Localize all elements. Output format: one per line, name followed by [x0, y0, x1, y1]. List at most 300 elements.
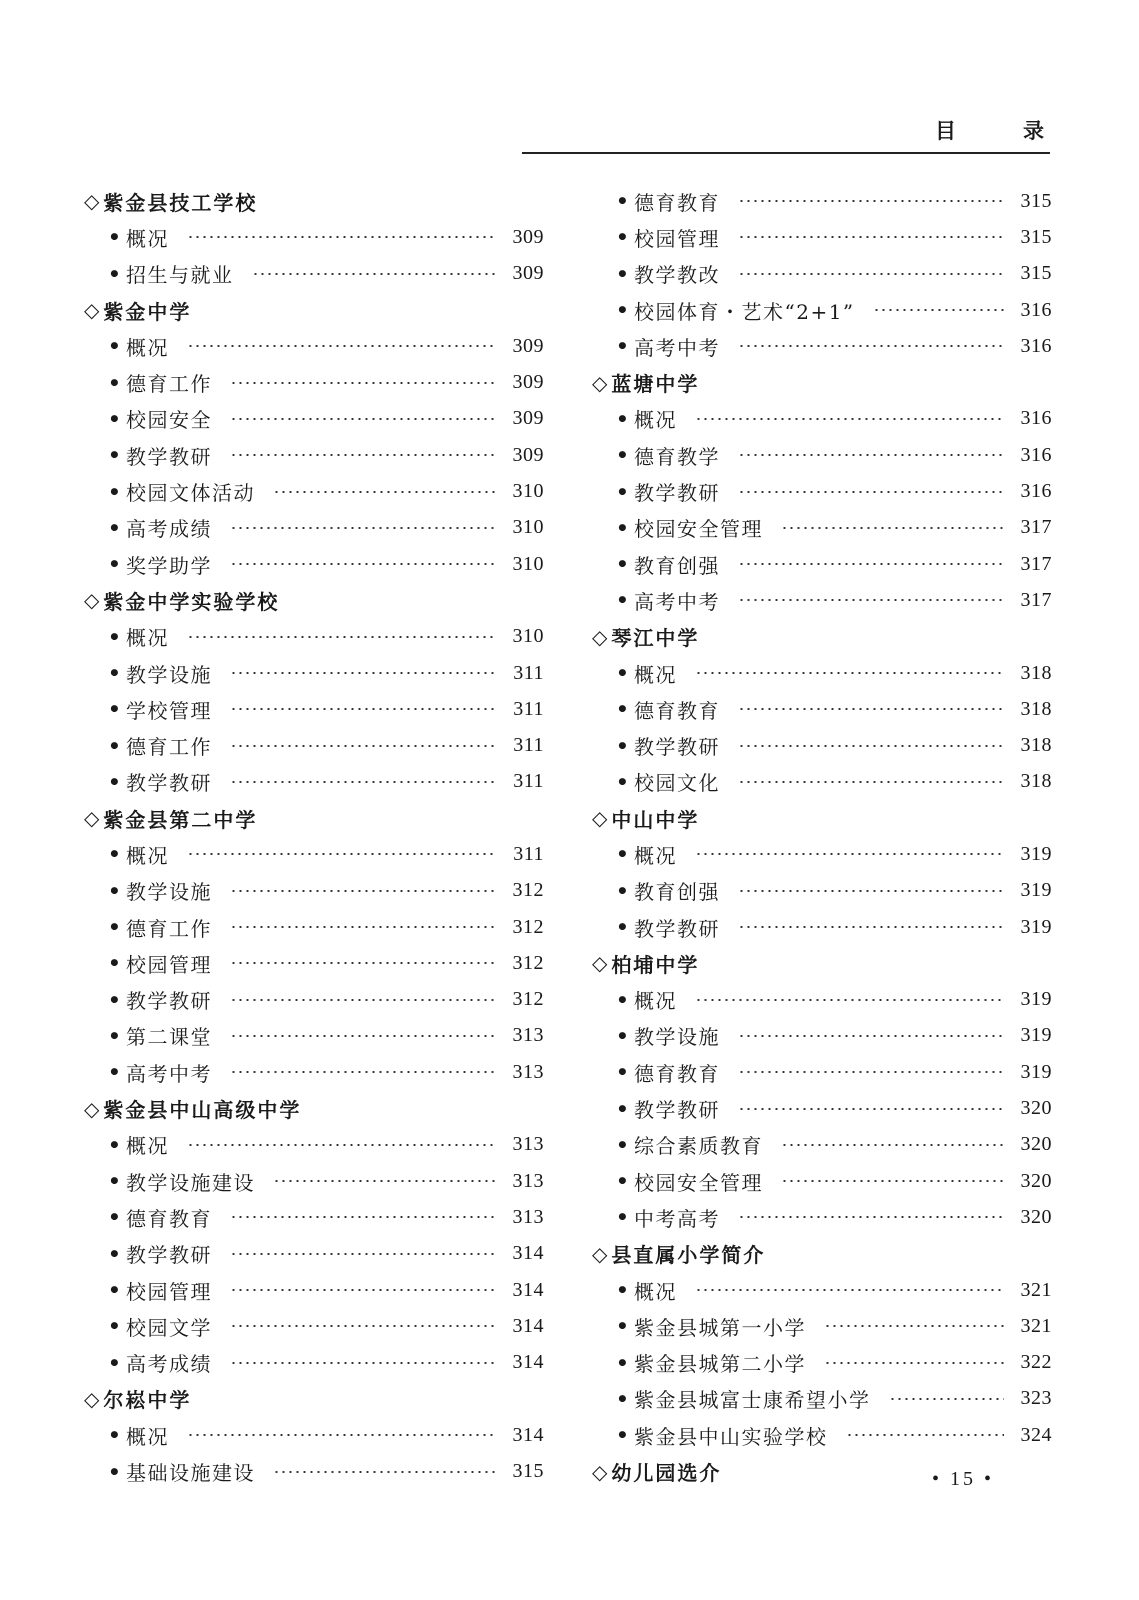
toc-entry[interactable] — [84, 764, 544, 800]
section-title: 蓝塘中学 — [611, 372, 700, 397]
toc-entry[interactable] — [84, 401, 544, 437]
diamond-icon: ◇ — [592, 1459, 610, 1484]
dot-leader — [187, 236, 496, 238]
dot-leader — [252, 273, 497, 275]
entry-page-number: 318 — [1020, 697, 1052, 720]
header-rule — [522, 152, 1050, 154]
toc-entry[interactable] — [84, 945, 544, 981]
entry-page-number: 309 — [512, 262, 544, 285]
toc-entry[interactable] — [84, 691, 544, 727]
toc-entry[interactable] — [592, 1417, 1052, 1453]
toc-entry[interactable] — [84, 1127, 544, 1163]
toc-entry[interactable] — [592, 1127, 1052, 1163]
toc-entry[interactable] — [84, 836, 544, 872]
dot-leader — [230, 1362, 496, 1364]
entry-page-number: 315 — [1020, 225, 1052, 248]
toc-entry[interactable] — [592, 1090, 1052, 1126]
entry-page-number: 309 — [512, 443, 544, 466]
entry-page-number: 311 — [513, 770, 544, 793]
dot-leader — [889, 1398, 1005, 1400]
entry-label: 概况 — [126, 843, 169, 868]
dot-leader — [738, 273, 1004, 275]
toc-entry[interactable] — [84, 1272, 544, 1308]
bullet-icon: • — [616, 189, 631, 214]
dot-leader — [230, 1289, 496, 1291]
dot-leader — [738, 491, 1004, 493]
toc-entry[interactable] — [592, 1272, 1052, 1308]
toc-entry[interactable] — [84, 1417, 544, 1453]
dot-leader — [738, 1035, 1004, 1037]
toc-entry[interactable] — [84, 510, 544, 546]
toc-entry[interactable] — [592, 1199, 1052, 1235]
entry-label: 德育工作 — [126, 735, 212, 760]
entry-page-number: 313 — [512, 1169, 544, 1192]
bullet-icon: • — [616, 225, 631, 250]
toc-entry[interactable] — [84, 1054, 544, 1090]
entry-page-number: 316 — [1020, 334, 1052, 357]
toc-entry[interactable] — [592, 256, 1052, 292]
entry-page-number: 318 — [1020, 661, 1052, 684]
entry-label: 校园安全管理 — [634, 517, 763, 542]
bullet-icon: • — [108, 443, 123, 468]
entry-label: 教学教研 — [126, 771, 212, 796]
entry-page-number: 313 — [512, 1133, 544, 1156]
bullet-icon: • — [108, 370, 123, 395]
dot-leader — [230, 999, 496, 1001]
entry-page-number: 320 — [1020, 1205, 1052, 1228]
toc-left-column — [84, 183, 544, 1490]
bullet-icon: • — [108, 697, 123, 722]
section-title: 柏埔中学 — [611, 952, 700, 977]
entry-page-number: 319 — [1020, 915, 1052, 938]
dot-leader — [230, 962, 496, 964]
toc-entry[interactable] — [592, 727, 1052, 763]
dot-leader — [781, 527, 1004, 529]
bullet-icon: • — [616, 479, 631, 504]
toc-entry[interactable] — [592, 1163, 1052, 1199]
bullet-icon: • — [108, 406, 123, 431]
bullet-icon: • — [616, 406, 631, 431]
entry-label: 中考高考 — [634, 1206, 720, 1231]
entry-page-number: 314 — [512, 1278, 544, 1301]
dot-leader — [873, 309, 1004, 311]
page-title — [935, 115, 1045, 145]
bullet-icon: • — [616, 588, 631, 613]
diamond-icon: ◇ — [84, 298, 102, 323]
toc-entry[interactable] — [84, 727, 544, 763]
entry-label: 紫金县中山实验学校 — [634, 1424, 828, 1449]
bullet-icon: • — [108, 951, 123, 976]
dot-leader — [273, 1180, 496, 1182]
entry-page-number: 322 — [1020, 1351, 1052, 1374]
dot-leader — [273, 1471, 496, 1473]
bullet-icon: • — [616, 1096, 631, 1121]
entry-label: 概况 — [634, 408, 677, 433]
entry-label: 教学设施建设 — [126, 1170, 255, 1195]
bullet-icon: • — [616, 915, 631, 940]
toc-entry[interactable] — [592, 655, 1052, 691]
diamond-icon: ◇ — [84, 1386, 102, 1411]
entry-page-number: 313 — [512, 1060, 544, 1083]
entry-page-number: 311 — [513, 842, 544, 865]
bullet-icon: • — [108, 769, 123, 794]
toc-entry[interactable] — [592, 691, 1052, 727]
entry-page-number: 312 — [512, 879, 544, 902]
entry-page-number: 313 — [512, 1024, 544, 1047]
section-title: 中山中学 — [611, 807, 700, 832]
toc-entry[interactable] — [84, 1163, 544, 1199]
dot-leader — [230, 1071, 496, 1073]
dot-leader — [230, 745, 496, 747]
bullet-icon: • — [616, 842, 631, 867]
toc-entry[interactable] — [592, 764, 1052, 800]
toc-entry[interactable] — [592, 401, 1052, 437]
dot-leader — [738, 926, 1004, 928]
entry-label: 教学设施 — [126, 880, 212, 905]
bullet-icon: • — [108, 1314, 123, 1339]
toc-section-heading — [592, 619, 1052, 655]
dot-leader — [738, 454, 1004, 456]
bullet-icon: • — [108, 733, 123, 758]
entry-label: 教学教改 — [634, 263, 720, 288]
dot-leader — [230, 1325, 496, 1327]
toc-entry[interactable] — [84, 1345, 544, 1381]
entry-label: 校园安全管理 — [634, 1170, 763, 1195]
dot-leader — [187, 853, 496, 855]
entry-label: 教学教研 — [126, 1243, 212, 1268]
dot-leader — [738, 781, 1004, 783]
entry-page-number: 318 — [1020, 770, 1052, 793]
toc-entry[interactable] — [592, 437, 1052, 473]
bullet-icon: • — [616, 1278, 631, 1303]
section-title: 紫金县第二中学 — [103, 807, 258, 832]
entry-label: 教学设施 — [634, 1025, 720, 1050]
entry-page-number: 309 — [512, 225, 544, 248]
bullet-icon: • — [108, 661, 123, 685]
toc-entry[interactable] — [592, 1381, 1052, 1417]
bullet-icon: • — [108, 552, 123, 577]
entry-page-number: 311 — [513, 661, 544, 684]
entry-label: 概况 — [126, 626, 169, 651]
toc-entry[interactable] — [84, 364, 544, 400]
entry-label: 高考成绩 — [126, 517, 212, 542]
page-number: • 15 • — [932, 1468, 995, 1490]
entry-label: 高考中考 — [634, 589, 720, 614]
entry-label: 校园文学 — [126, 1315, 212, 1340]
dot-leader — [738, 708, 1004, 710]
entry-page-number: 312 — [512, 915, 544, 938]
bullet-icon: • — [108, 1169, 123, 1194]
bullet-icon: • — [616, 661, 631, 685]
diamond-icon: ◇ — [592, 806, 610, 831]
toc-section-heading — [84, 183, 544, 219]
dot-leader — [738, 745, 1004, 747]
entry-page-number: 310 — [512, 625, 544, 648]
toc-entry[interactable] — [84, 873, 544, 909]
entry-label: 概况 — [634, 989, 677, 1014]
entry-label: 校园管理 — [126, 952, 212, 977]
toc-entry[interactable] — [84, 982, 544, 1018]
entry-label: 教学教研 — [126, 989, 212, 1014]
dot-leader — [230, 1035, 496, 1037]
toc-entry[interactable] — [592, 219, 1052, 255]
bullet-icon: • — [108, 225, 123, 250]
dot-leader — [230, 1216, 496, 1218]
page-title-left: 目 — [935, 119, 957, 143]
bullet-icon: • — [108, 261, 123, 286]
entry-page-number: 314 — [512, 1351, 544, 1374]
toc-entry[interactable] — [84, 1236, 544, 1272]
entry-page-number: 310 — [512, 516, 544, 539]
toc-entry[interactable] — [84, 655, 544, 691]
dot-leader — [781, 1180, 1004, 1182]
toc-section-heading — [84, 292, 544, 328]
toc-entry[interactable] — [592, 1308, 1052, 1344]
entry-page-number: 321 — [1020, 1314, 1052, 1337]
entry-label: 教学教研 — [634, 481, 720, 506]
bullet-icon: • — [616, 1386, 631, 1411]
entry-label: 教学教研 — [126, 444, 212, 469]
entry-page-number: 316 — [1020, 407, 1052, 430]
dot-leader — [187, 636, 496, 638]
entry-label: 德育教育 — [634, 698, 720, 723]
bullet-icon: • — [616, 1132, 631, 1157]
entry-page-number: 317 — [1020, 588, 1052, 611]
toc-entry[interactable] — [592, 1018, 1052, 1054]
bullet-icon: • — [616, 334, 631, 359]
entry-page-number: 314 — [512, 1423, 544, 1446]
entry-page-number: 309 — [512, 407, 544, 430]
section-title: 紫金中学实验学校 — [103, 589, 280, 614]
bullet-icon: • — [108, 624, 123, 649]
toc-entry[interactable] — [592, 1054, 1052, 1090]
entry-label: 紫金县城第一小学 — [634, 1315, 806, 1340]
toc-entry[interactable] — [84, 473, 544, 509]
entry-page-number: 319 — [1020, 879, 1052, 902]
entry-label: 校园管理 — [126, 1279, 212, 1304]
entry-page-number: 317 — [1020, 516, 1052, 539]
section-title: 紫金县技工学校 — [103, 190, 258, 215]
toc-entry[interactable] — [84, 909, 544, 945]
entry-label: 第二课堂 — [126, 1025, 212, 1050]
toc-entry[interactable] — [592, 1345, 1052, 1381]
toc-entry[interactable] — [592, 183, 1052, 219]
dot-leader — [230, 527, 496, 529]
entry-label: 德育教育 — [634, 190, 720, 215]
entry-label: 校园文体活动 — [126, 481, 255, 506]
dot-leader — [824, 1325, 1004, 1327]
entry-page-number: 310 — [512, 480, 544, 503]
entry-label: 高考中考 — [634, 335, 720, 360]
toc-entry[interactable] — [592, 292, 1052, 328]
entry-label: 概况 — [634, 843, 677, 868]
bullet-icon: • — [108, 1278, 123, 1303]
bullet-icon: • — [108, 915, 123, 940]
bullet-icon: • — [108, 987, 123, 1012]
bullet-icon: • — [108, 334, 123, 359]
dot-leader — [230, 890, 496, 892]
entry-label: 教学教研 — [634, 916, 720, 941]
toc-entry[interactable] — [84, 1453, 544, 1489]
bullet-icon: • — [108, 515, 123, 540]
entry-page-number: 319 — [1020, 842, 1052, 865]
bullet-icon: • — [616, 878, 631, 903]
entry-label: 基础设施建设 — [126, 1461, 255, 1486]
section-title: 幼儿园选介 — [611, 1461, 722, 1486]
dot-leader — [695, 1289, 1004, 1291]
toc-entry[interactable] — [592, 873, 1052, 909]
bullet-icon: • — [108, 1060, 123, 1085]
dot-leader — [695, 853, 1004, 855]
page-title-right: 录 — [1023, 119, 1045, 143]
entry-page-number: 316 — [1020, 298, 1052, 321]
entry-label: 概况 — [126, 1424, 169, 1449]
bullet-icon: • — [108, 842, 123, 867]
toc-entry[interactable] — [592, 328, 1052, 364]
entry-label: 紫金县城第二小学 — [634, 1352, 806, 1377]
diamond-icon: ◇ — [592, 951, 610, 976]
dot-leader — [230, 1253, 496, 1255]
toc-section-heading — [84, 800, 544, 836]
dot-leader — [738, 236, 1004, 238]
bullet-icon: • — [108, 878, 123, 903]
dot-leader — [824, 1362, 1004, 1364]
entry-page-number: 312 — [512, 951, 544, 974]
toc-entry[interactable] — [84, 546, 544, 582]
toc-entry[interactable] — [592, 836, 1052, 872]
entry-label: 高考中考 — [126, 1061, 212, 1086]
entry-label: 校园安全 — [126, 408, 212, 433]
bullet-icon: • — [616, 443, 631, 468]
bullet-icon: • — [616, 1060, 631, 1085]
entry-page-number: 314 — [512, 1242, 544, 1265]
entry-label: 德育工作 — [126, 916, 212, 941]
bullet-icon: • — [616, 1023, 631, 1048]
entry-label: 紫金县城富士康希望小学 — [634, 1388, 871, 1413]
entry-page-number: 313 — [512, 1205, 544, 1228]
dot-leader — [695, 672, 1004, 674]
bullet-icon: • — [108, 1205, 123, 1230]
toc-entry[interactable] — [84, 437, 544, 473]
entry-label: 德育教学 — [634, 444, 720, 469]
toc-entry[interactable] — [592, 909, 1052, 945]
entry-page-number: 319 — [1020, 1024, 1052, 1047]
dot-leader — [230, 781, 496, 783]
section-title: 尔崧中学 — [103, 1388, 192, 1413]
entry-label: 高考成绩 — [126, 1352, 212, 1377]
entry-page-number: 316 — [1020, 480, 1052, 503]
entry-label: 概况 — [126, 1134, 169, 1159]
dot-leader — [187, 1144, 496, 1146]
entry-label: 概况 — [126, 226, 169, 251]
dot-leader — [230, 382, 496, 384]
dot-leader — [695, 418, 1004, 420]
entry-label: 招生与就业 — [126, 263, 234, 288]
entry-page-number: 320 — [1020, 1133, 1052, 1156]
dot-leader — [738, 1216, 1004, 1218]
entry-label: 概况 — [126, 335, 169, 360]
entry-page-number: 312 — [512, 988, 544, 1011]
entry-page-number: 319 — [1020, 1060, 1052, 1083]
toc-entry[interactable] — [84, 1308, 544, 1344]
toc-entry[interactable] — [592, 582, 1052, 618]
dot-leader — [230, 418, 496, 420]
toc-section-heading — [592, 800, 1052, 836]
diamond-icon: ◇ — [592, 1241, 610, 1266]
section-title: 紫金中学 — [103, 299, 192, 324]
toc-entry[interactable] — [592, 982, 1052, 1018]
entry-label: 教育创强 — [634, 553, 720, 578]
entry-page-number: 315 — [1020, 262, 1052, 285]
bullet-icon: • — [616, 697, 631, 722]
section-title: 县直属小学简介 — [611, 1243, 766, 1268]
entry-page-number: 311 — [513, 734, 544, 757]
entry-page-number: 320 — [1020, 1169, 1052, 1192]
toc-entry[interactable] — [84, 1199, 544, 1235]
dot-leader — [230, 672, 496, 674]
entry-label: 教学设施 — [126, 662, 212, 687]
dot-leader — [846, 1434, 1005, 1436]
dot-leader — [695, 999, 1004, 1001]
bullet-icon: • — [108, 1241, 123, 1266]
entry-label: 概况 — [634, 1279, 677, 1304]
entry-label: 奖学助学 — [126, 553, 212, 578]
bullet-icon: • — [616, 261, 631, 286]
dot-leader — [738, 563, 1004, 565]
diamond-icon: ◇ — [84, 189, 102, 214]
entry-page-number: 314 — [512, 1314, 544, 1337]
toc-entry[interactable] — [84, 1018, 544, 1054]
toc-entry[interactable] — [592, 473, 1052, 509]
bullet-icon: • — [616, 769, 631, 794]
dot-leader — [273, 491, 496, 493]
entry-label: 德育教育 — [634, 1061, 720, 1086]
entry-label: 德育教育 — [126, 1206, 212, 1231]
entry-page-number: 321 — [1020, 1278, 1052, 1301]
bullet-icon: • — [616, 552, 631, 577]
bullet-icon: • — [616, 1169, 631, 1194]
entry-label: 教学教研 — [634, 735, 720, 760]
toc-entry[interactable] — [592, 546, 1052, 582]
toc-entry[interactable] — [84, 256, 544, 292]
diamond-icon: ◇ — [592, 370, 610, 395]
entry-page-number: 315 — [512, 1460, 544, 1483]
entry-label: 教学教研 — [634, 1098, 720, 1123]
bullet-icon: • — [108, 1459, 123, 1484]
toc-section-heading — [592, 945, 1052, 981]
entry-page-number: 316 — [1020, 443, 1052, 466]
bullet-icon: • — [616, 298, 631, 323]
diamond-icon: ◇ — [84, 588, 102, 613]
entry-page-number: 315 — [1020, 189, 1052, 212]
toc-entry[interactable] — [84, 328, 544, 364]
entry-page-number: 311 — [513, 697, 544, 720]
dot-leader — [738, 1108, 1004, 1110]
entry-page-number: 323 — [1020, 1387, 1052, 1410]
diamond-icon: ◇ — [592, 624, 610, 649]
diamond-icon: ◇ — [84, 806, 102, 831]
entry-label: 学校管理 — [126, 698, 212, 723]
toc-entry[interactable] — [592, 510, 1052, 546]
toc-entry[interactable] — [84, 219, 544, 255]
dot-leader — [781, 1144, 1004, 1146]
toc-entry[interactable] — [84, 619, 544, 655]
entry-page-number: 319 — [1020, 988, 1052, 1011]
entry-label: 综合素质教育 — [634, 1134, 763, 1159]
bullet-icon: • — [616, 987, 631, 1012]
bullet-icon: • — [108, 479, 123, 504]
toc-section-heading — [84, 1381, 544, 1417]
